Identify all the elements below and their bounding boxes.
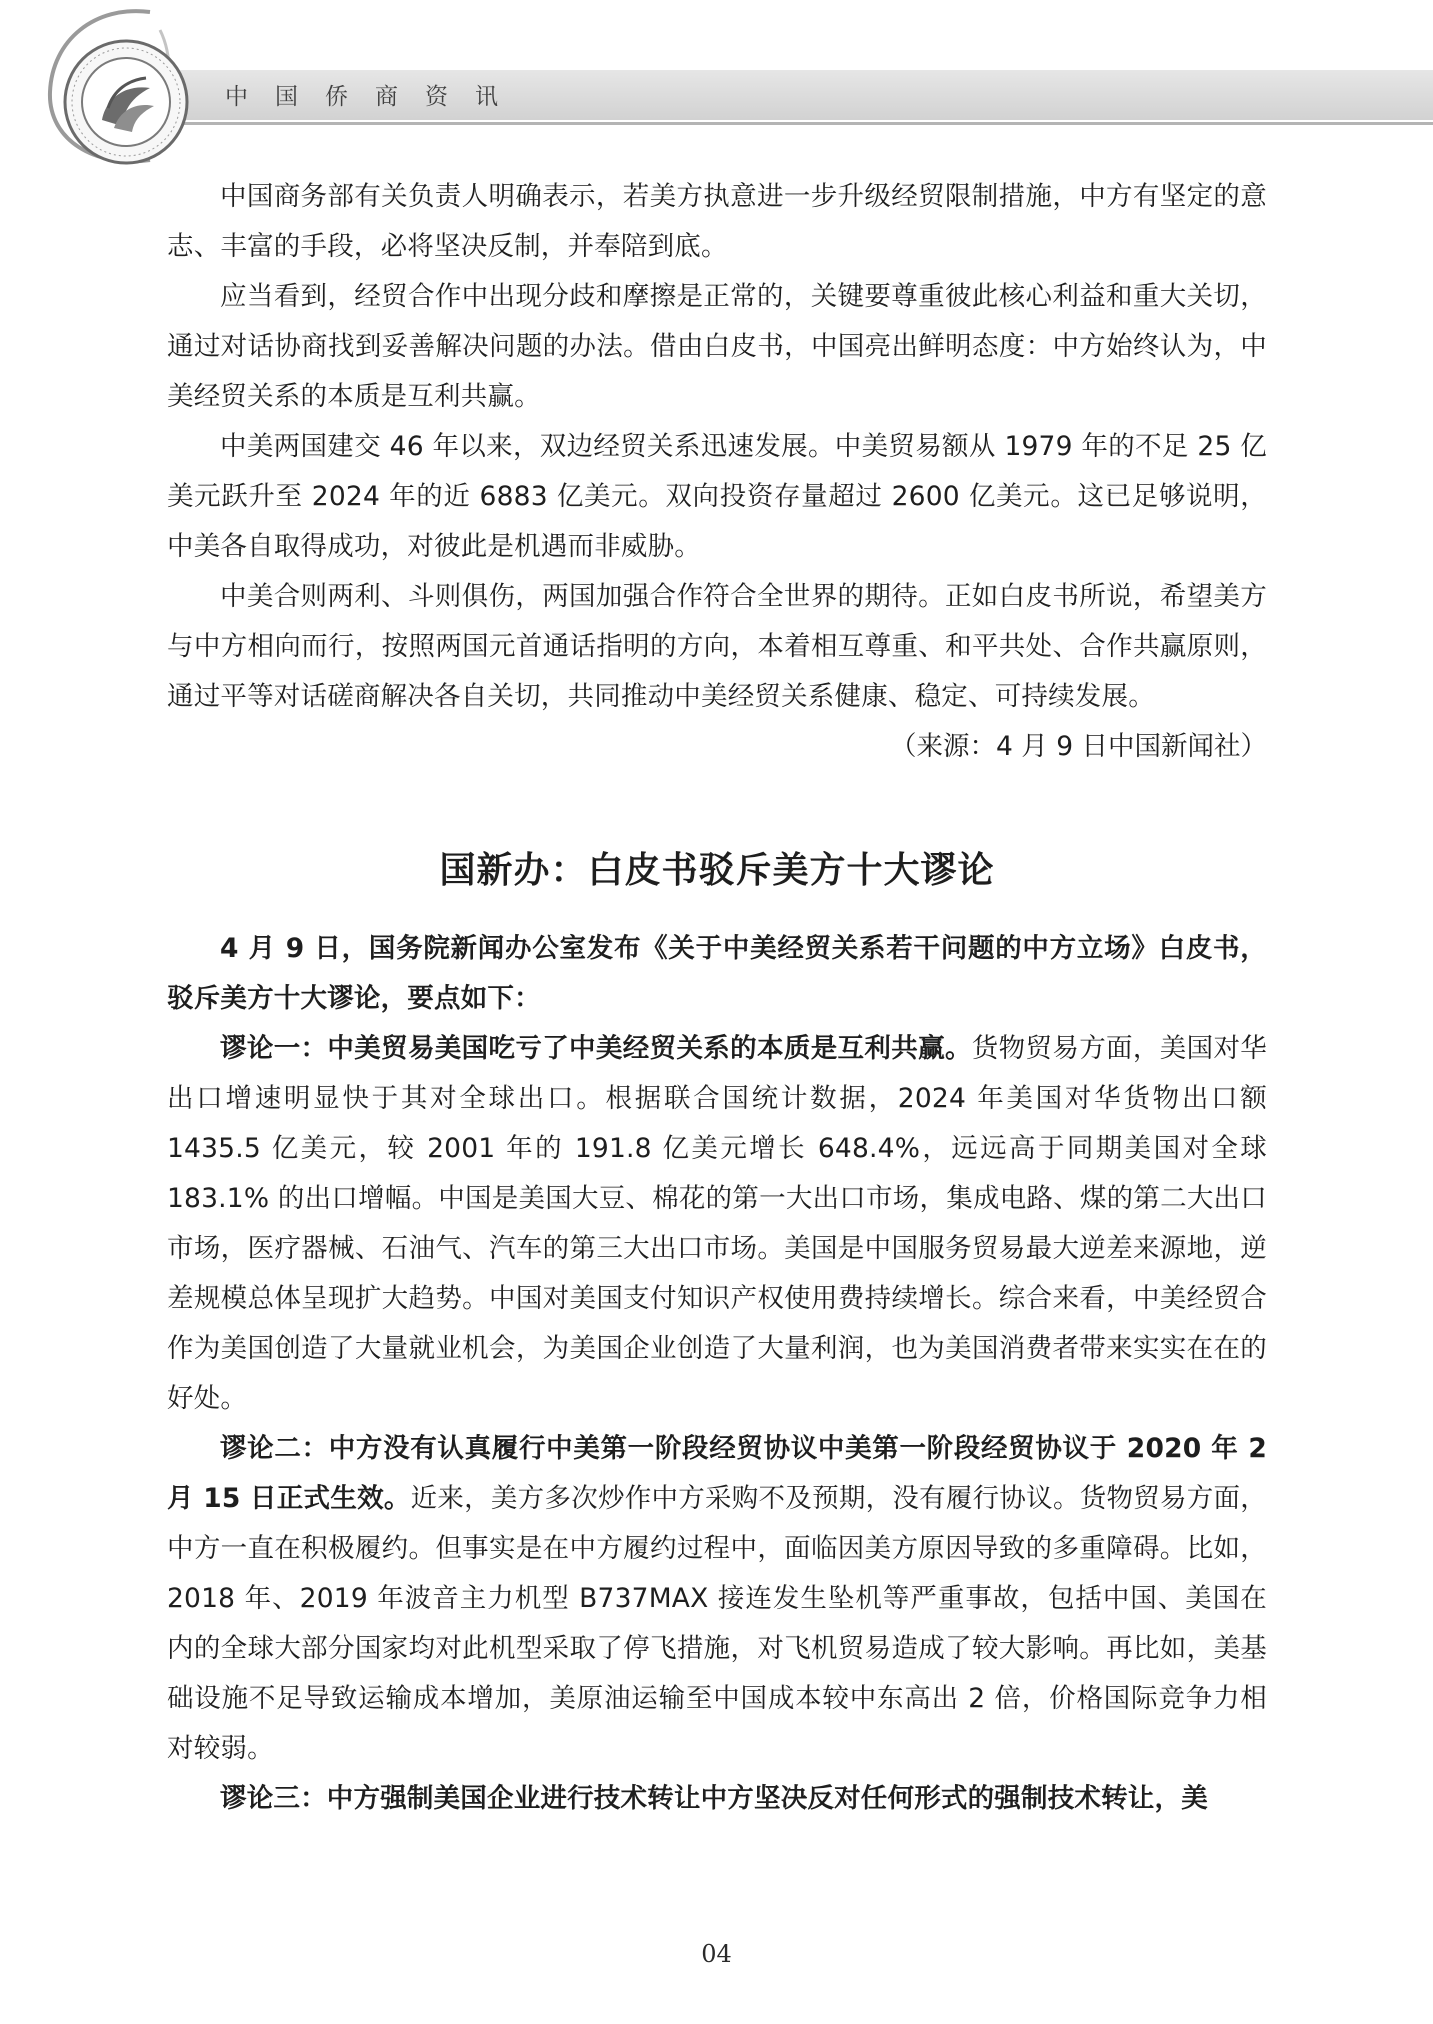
- page-header: [0, 0, 1433, 170]
- paragraph: 中美两国建交 46 年以来，双边经贸关系迅速发展。中美贸易额从 1979 年的不足 25 亿美元跃升至 2024 年的近 6883 亿美元。双向投资存量超过 2600 亿美元。这已足够说明，中美各自取得成功，对彼此是机遇而非威胁。: [167, 431, 1267, 562]
- fallacy-item: [167, 1774, 1267, 1824]
- header-underline: [150, 122, 1433, 125]
- article-intro: 4 月 9 日，国务院新闻办公室发布《关于中美经贸关系若干问题的中方立场》白皮书，驳斥美方十大谬论，要点如下：: [167, 933, 1267, 1014]
- paragraph: 中国商务部有关负责人明确表示，若美方执意进一步升级经贸限制措施，中方有坚定的意志、丰富的手段，必将坚决反制，并奉陪到底。: [167, 181, 1267, 262]
- fallacy-item: [167, 1424, 1267, 1774]
- page-content: [167, 172, 1267, 1824]
- page-number: 04: [701, 1940, 732, 1968]
- article-title: 国新办：白皮书驳斥美方十大谬论: [439, 850, 995, 891]
- paragraph: 应当看到，经贸合作中出现分歧和摩擦是正常的，关键要尊重彼此核心利益和重大关切，通过对话协商找到妥善解决问题的办法。借由白皮书，中国亮出鲜明态度：中方始终认为，中美经贸关系的本质是互利共赢。: [167, 281, 1267, 412]
- source-citation: （来源：4 月 9 日中国新闻社）: [890, 731, 1267, 762]
- fallacy-item: [167, 1024, 1267, 1424]
- fallacy-heading: 谬论一：中美贸易美国吃亏了中美经贸关系的本质是互利共赢。: [220, 1033, 972, 1064]
- fallacy-body: 货物贸易方面，美国对华出口增速明显快于其对全球出口。根据联合国统计数据，2024 年美国对华货物出口额 1435.5 亿美元，较 2001 年的 191.8 亿美元增长 648.4%，远远高于同期美国对全球 183.1% 的出口增幅。中国是美国大豆、棉花的第一大出口市场，集成电路、煤的第二大出口市场，医疗器械、石油气、汽车的第三大出口市场。美国是中国服务贸易最大逆差来源地，逆差规模总体呈现扩大趋势。中国对美国支付知识产权使用费持续增长。综合来看，中美经贸合作为美国创造了大量就业机会，为美国企业创造了大量利润，也为美国消费者带来实实在在的好处。: [167, 1033, 1267, 1414]
- federation-logo-icon: [62, 38, 190, 166]
- fallacy-heading: 谬论二：中方没有认真履行中美第一阶段经贸协议中美第一阶段经贸协议于 2020 年 2 月 15 日正式生效。: [167, 1433, 1267, 1514]
- fallacy-body: 近来，美方多次炒作中方采购不及预期，没有履行协议。货物贸易方面，中方一直在积极履约。但事实是在中方履约过程中，面临因美方原因导致的多重障碍。比如，2018 年、2019 年波音主力机型 B737MAX 接连发生坠机等严重事故，包括中国、美国在内的全球大部分国家均对此机型采取了停飞措施，对飞机贸易造成了较大影响。再比如，美基础设施不足导致运输成本增加，美原油运输至中国成本较中东高出 2 倍，价格国际竞争力相对较弱。: [167, 1483, 1267, 1764]
- fallacy-heading: 谬论三：中方强制美国企业进行技术转让中方坚决反对任何形式的强制技术转让，美: [220, 1783, 1208, 1814]
- paragraph: 中美合则两利、斗则俱伤，两国加强合作符合全世界的期待。正如白皮书所说，希望美方与中方相向而行，按照两国元首通话指明的方向，本着相互尊重、和平共处、合作共赢原则，通过平等对话磋商解决各自关切，共同推动中美经贸关系健康、稳定、可持续发展。: [167, 581, 1267, 712]
- header-section-title: 中国侨商资讯: [225, 84, 525, 110]
